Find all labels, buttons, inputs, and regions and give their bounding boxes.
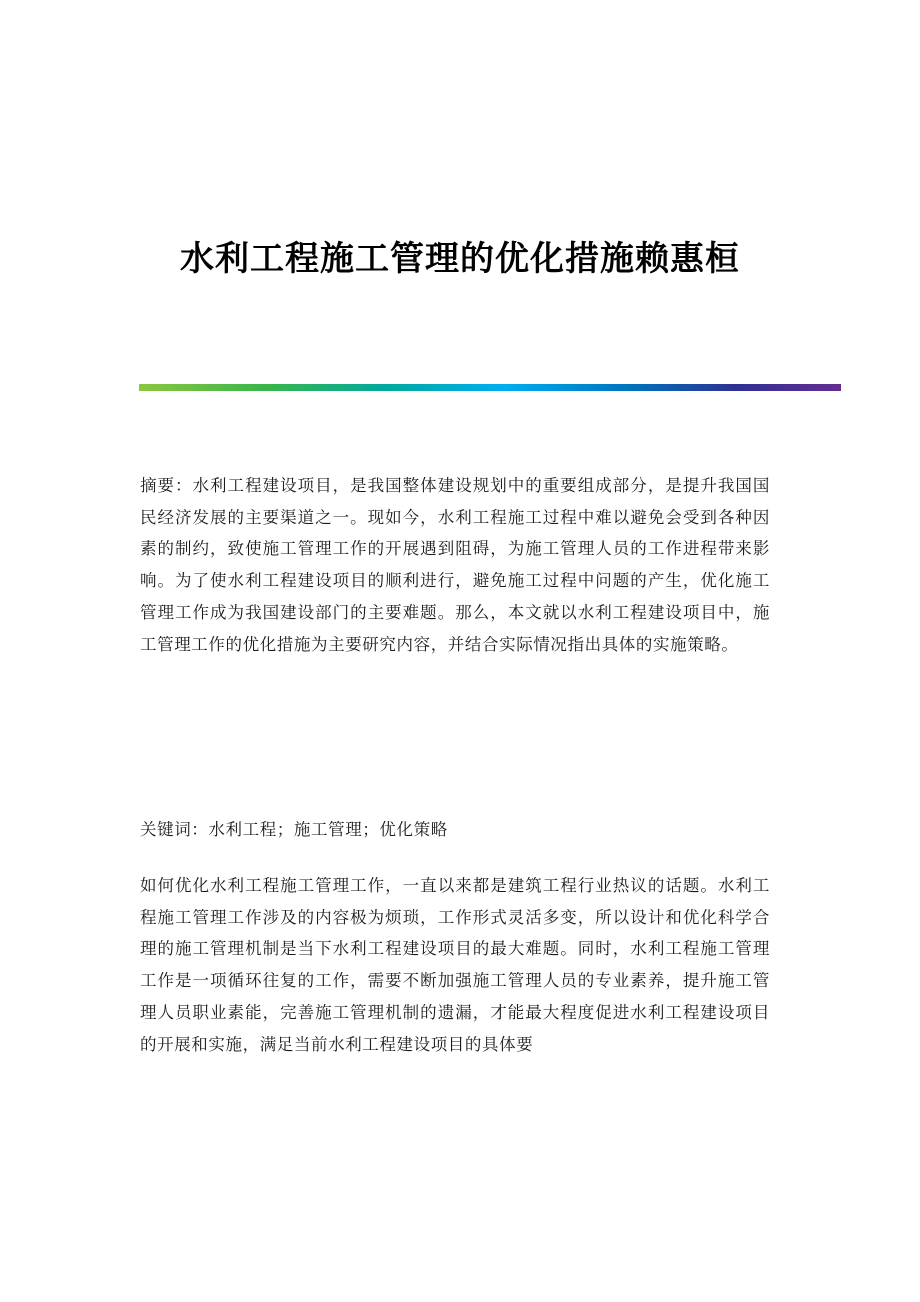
body-paragraph: 如何优化水利工程施工管理工作，一直以来都是建筑工程行业热议的话题。水利工程施工管理工作涉及的内容极为烦琐，工作形式灵活多变，所以设计和优化科学合理的施工管理机制是当下水利工程建设项目的最大难题。同时，水利工程施工管理工作是一项循环往复的工作，需要不断加强施工管理人员的专业素养，提升施工管理人员职业素能，完善施工管理机制的遗漏，才能最大程度促进水利工程建设项目的开展和实施，满足当前水利工程建设项目的具体要 bbox=[140, 876, 770, 1054]
abstract-paragraph: 摘要：水利工程建设项目，是我国整体建设规划中的重要组成部分，是提升我国国民经济发展的主要渠道之一。现如今，水利工程施工过程中难以避免会受到各种因素的制约，致使施工管理工作的开展遇到阻碍，为施工管理人员的工作进程带来影响。为了使水利工程建设项目的顺利进行，避免施工过程中问题的产生，优化施工管理工作成为我国建设部门的主要难题。那么，本文就以水利工程建设项目中，施工管理工作的优化措施为主要研究内容，并结合实际情况指出具体的实施策略。 bbox=[140, 476, 770, 654]
document-title: 水利工程施工管理的优化措施赖惠桓 bbox=[180, 238, 740, 279]
keywords-line: 关键词：水利工程；施工管理；优化策略 bbox=[140, 820, 448, 839]
title-divider bbox=[139, 384, 841, 391]
